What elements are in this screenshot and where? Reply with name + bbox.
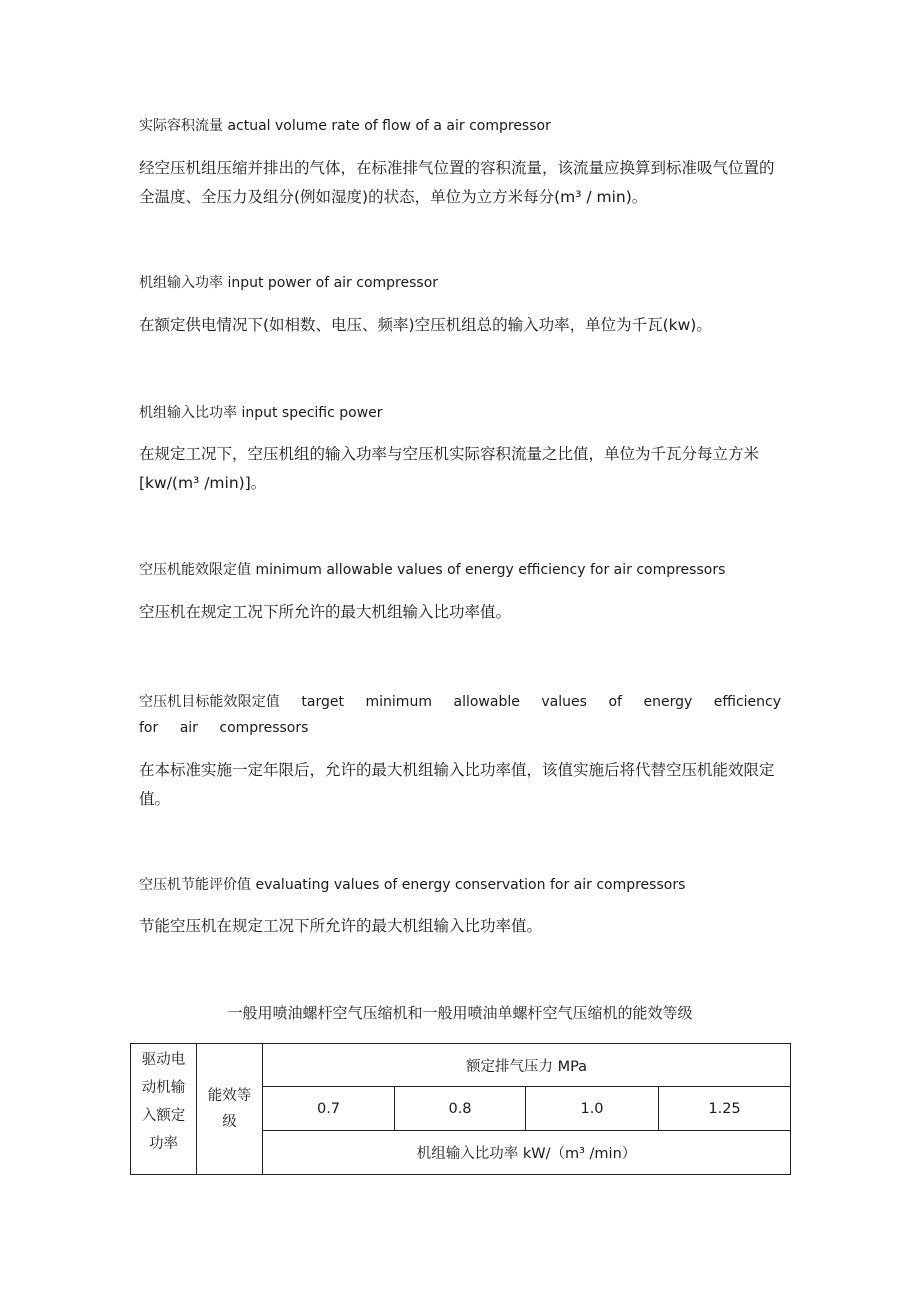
grade-column-header bbox=[197, 1044, 263, 1175]
term-heading: 空压机能效限定值 minimum allowable values of energy efficiency for air compressors bbox=[139, 562, 726, 578]
pressure-value: 1.0 bbox=[526, 1087, 659, 1131]
term-definition: 在额定供电情况下(如相数、电压、频率)空压机组总的输入功率，单位为千瓦(kw)。 bbox=[139, 316, 712, 334]
term-definition: 空压机在规定工况下所允许的最大机组输入比功率值。 bbox=[139, 603, 512, 621]
pressure-header: 额定排气压力 MPa bbox=[263, 1044, 791, 1087]
grade-header-line: 能效等 bbox=[207, 1088, 252, 1104]
grade-header-line: 级 bbox=[222, 1114, 237, 1130]
pressure-value: 0.7 bbox=[263, 1087, 395, 1131]
term-definition: 在规定工况下，空压机组的输入功率与空压机实际容积流量之比值，单位为千瓦分每立方米[kw/(m³ /min)]。 bbox=[139, 445, 760, 492]
term-heading: 空压机目标能效限定值 target minimum allowable values of energy efficiency for air compressors bbox=[139, 694, 781, 736]
power-header-line: 驱动电 bbox=[141, 1052, 186, 1068]
power-header-line: 功率 bbox=[149, 1136, 178, 1152]
power-header-line: 动机输 bbox=[141, 1080, 186, 1096]
term-definition: 经空压机组压缩并排出的气体，在标准排气位置的容积流量，该流量应换算到标准吸气位置的全温度、全压力及组分(例如湿度)的状态，单位为立方米每分(m³ / min)。 bbox=[139, 159, 775, 206]
term-definition: 在本标准实施一定年限后，允许的最大机组输入比功率值，该值实施后将代替空压机能效限定值。 bbox=[139, 761, 775, 808]
specific-power-unit-row: 机组输入比功率 kW/（m³ /min） bbox=[263, 1131, 791, 1175]
pressure-value: 1.25 bbox=[659, 1087, 791, 1131]
term-heading: 机组输入功率 input power of air compressor bbox=[139, 275, 439, 291]
energy-grade-table bbox=[130, 1043, 791, 1175]
term-heading: 机组输入比功率 input specific power bbox=[139, 405, 383, 421]
term-heading: 空压机节能评价值 evaluating values of energy conservation for air compressors bbox=[139, 877, 686, 893]
power-column-header bbox=[131, 1044, 197, 1175]
power-header-line: 入额定 bbox=[141, 1108, 186, 1124]
table-caption: 一般用喷油螺杆空气压缩机和一般用喷油单螺杆空气压缩机的能效等级 bbox=[227, 1004, 693, 1022]
term-heading: 实际容积流量 actual volume rate of flow of a air compressor bbox=[139, 118, 551, 134]
pressure-value: 0.8 bbox=[395, 1087, 526, 1131]
term-definition: 节能空压机在规定工况下所允许的最大机组输入比功率值。 bbox=[139, 917, 543, 935]
